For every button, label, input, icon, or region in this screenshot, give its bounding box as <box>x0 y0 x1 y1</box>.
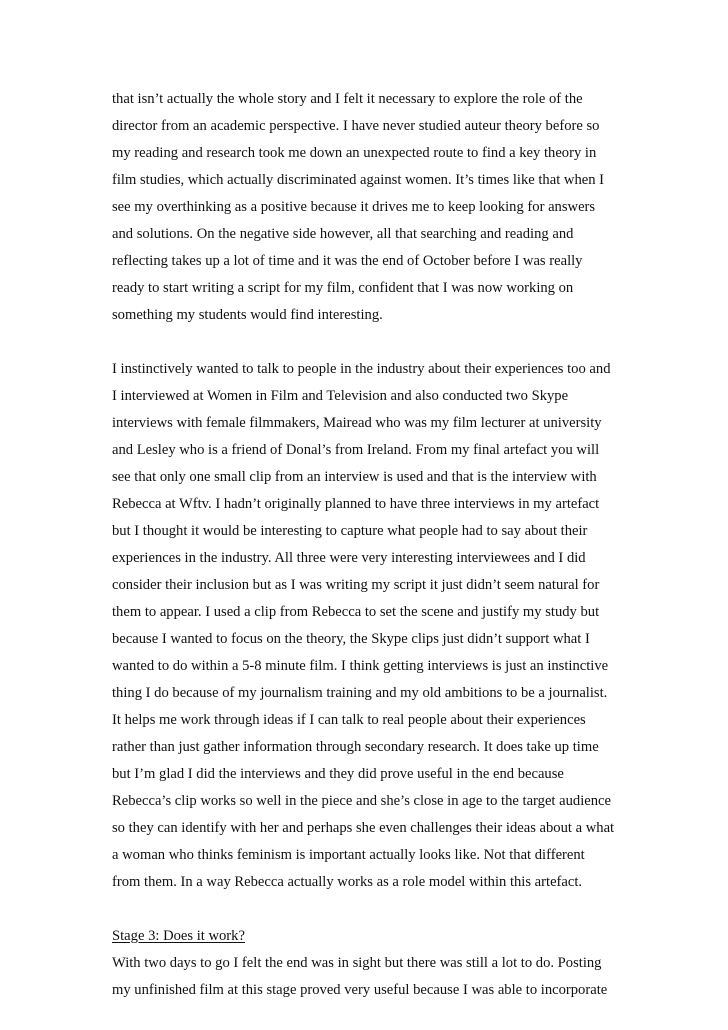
body-text <box>112 86 632 1004</box>
text-line: Rebecca’s clip works so well in the piece and she’s close in age to the target audience <box>112 793 611 809</box>
text-line: my reading and research took me down an unexpected route to find a key theory in <box>112 145 597 161</box>
paragraph-stage-3 <box>112 950 632 1004</box>
text-line: and Lesley who is a friend of Donal’s from Ireland. From my final artefact you will <box>112 442 600 458</box>
text-line: a woman who thinks feminism is important actually looks like. Not that different <box>112 847 585 863</box>
text-line: film studies, which actually discriminated against women. It’s times like that when I <box>112 172 605 188</box>
text-line: because I wanted to focus on the theory, the Skype clips just didn’t support what I <box>112 631 590 647</box>
text-line: but I’m glad I did the interviews and they did prove useful in the end because <box>112 766 564 782</box>
text-line: experiences in the industry. All three were very interesting interviewees and I did <box>112 550 586 566</box>
text-line: I interviewed at Women in Film and Television and also conducted two Skype <box>112 388 569 404</box>
text-line: my unfinished film at this stage proved very useful because I was able to incorporate <box>112 982 608 998</box>
text-line: I instinctively wanted to talk to people in the industry about their experiences too and <box>112 361 611 377</box>
paragraph-auteur-theory <box>112 86 632 329</box>
text-line: see that only one small clip from an interview is used and that is the interview with <box>112 469 597 485</box>
paragraph-spacer <box>112 329 632 356</box>
text-line: them to appear. I used a clip from Rebecca to set the scene and justify my study but <box>112 604 600 620</box>
text-line: thing I do because of my journalism training and my old ambitions to be a journalist. <box>112 685 608 701</box>
paragraph-interviews <box>112 356 632 896</box>
text-line: from them. In a way Rebecca actually works as a role model within this artefact. <box>112 874 583 890</box>
text-line: With two days to go I felt the end was in sight but there was still a lot to do. Posting <box>112 955 602 971</box>
text-line: that isn’t actually the whole story and I felt it necessary to explore the role of the <box>112 91 583 107</box>
text-line: consider their inclusion but as I was writing my script it just didn’t seem natural for <box>112 577 600 593</box>
text-line: It helps me work through ideas if I can talk to real people about their experiences <box>112 712 586 728</box>
paragraph-spacer <box>112 896 632 923</box>
text-line: something my students would find interesting. <box>112 307 383 323</box>
text-line: and solutions. On the negative side however, all that searching and reading and <box>112 226 574 242</box>
text-line: Rebecca at Wftv. I hadn’t originally planned to have three interviews in my artefact <box>112 496 600 512</box>
text-line: so they can identify with her and perhaps she even challenges their ideas about a what <box>112 820 615 836</box>
text-line: wanted to do within a 5-8 minute film. I think getting interviews is just an instinctive <box>112 658 609 674</box>
section-heading-stage-3: Stage 3: Does it work? <box>112 928 245 944</box>
text-line: see my overthinking as a positive because it drives me to keep looking for answers <box>112 199 596 215</box>
text-line: interviews with female filmmakers, Mairead who was my film lecturer at university <box>112 415 602 431</box>
text-line: rather than just gather information through secondary research. It does take up time <box>112 739 599 755</box>
text-line: reflecting takes up a lot of time and it was the end of October before I was really <box>112 253 583 269</box>
text-line: director from an academic perspective. I have never studied auteur theory before so <box>112 118 600 134</box>
text-line: but I thought it would be interesting to capture what people had to say about their <box>112 523 588 539</box>
text-line: ready to start writing a script for my film, confident that I was now working on <box>112 280 574 296</box>
